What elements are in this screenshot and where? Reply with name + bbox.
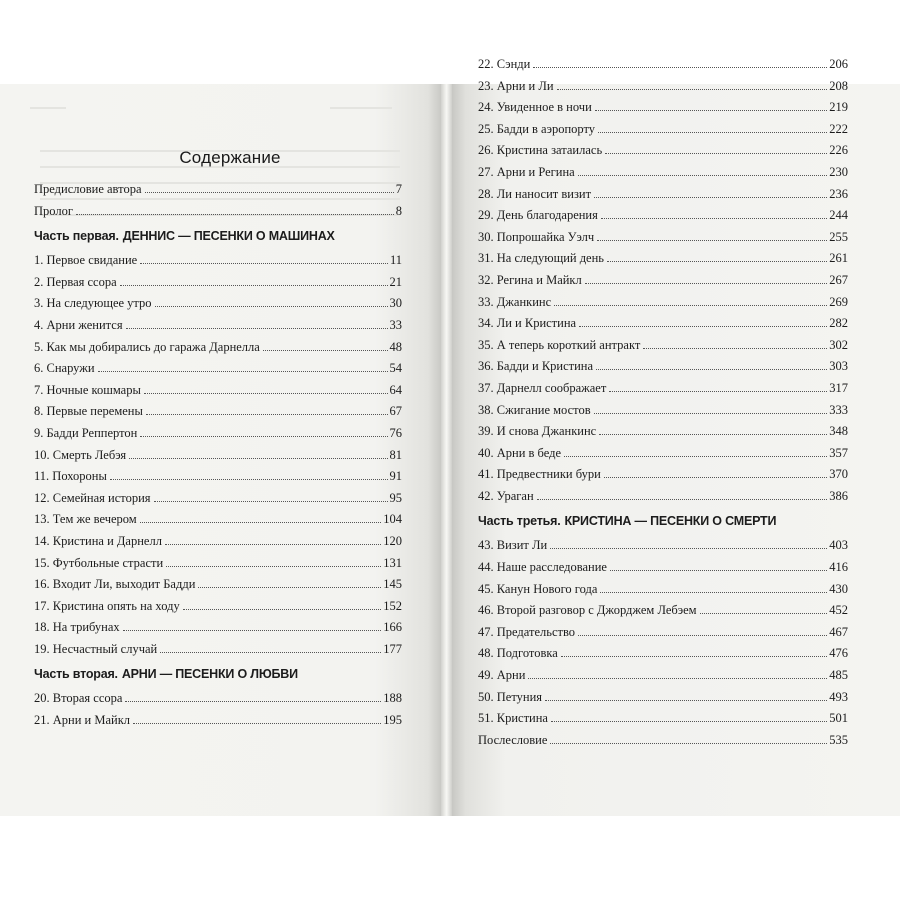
- entry-title: 20. Вторая ссора: [34, 691, 123, 706]
- dot-leader: [596, 353, 827, 370]
- dot-leader: [578, 619, 827, 636]
- entry-page: 67: [389, 404, 402, 419]
- entry-page: 81: [389, 447, 402, 462]
- entry-title: 35. А теперь короткий антракт: [478, 337, 641, 352]
- entry-page: 206: [829, 57, 848, 71]
- toc-entry: [34, 442, 402, 464]
- toc-entry: [34, 176, 402, 198]
- toc-entry: [478, 597, 848, 619]
- entry-page: 317: [829, 380, 848, 395]
- entry-page: 535: [829, 732, 848, 747]
- entry-page: 104: [383, 512, 402, 527]
- entry-page: 7: [395, 182, 402, 196]
- entry-page: 476: [829, 646, 848, 661]
- toc-entry: [478, 332, 848, 354]
- dot-leader: [528, 662, 827, 679]
- entry-page: 282: [829, 316, 848, 331]
- entry-title: 22. Сэнди: [478, 57, 531, 71]
- toc-entry: [478, 116, 848, 138]
- entry-title: 7. Ночные кошмары: [34, 382, 141, 397]
- dot-leader: [561, 640, 827, 657]
- entry-title: 24. Увиденное в ночи: [478, 100, 592, 115]
- toc-entry: [478, 483, 848, 505]
- entry-title: Послесловие: [478, 732, 548, 747]
- entry-title: 4. Арни женится: [34, 317, 123, 332]
- dot-leader: [599, 418, 827, 435]
- toc-entry: [478, 137, 848, 159]
- entry-page: 222: [829, 121, 848, 136]
- entry-title: 47. Предательство: [478, 624, 576, 639]
- toc-entry: [478, 353, 848, 375]
- toc-entry: [34, 463, 402, 485]
- dot-leader: [597, 224, 827, 241]
- entry-page: 452: [829, 603, 848, 618]
- book-gutter: [441, 84, 452, 816]
- entry-title: 50. Петуния: [478, 689, 543, 704]
- entry-page: 8: [395, 203, 402, 218]
- entry-page: 219: [829, 100, 848, 115]
- toc-entry: [34, 614, 402, 636]
- dot-leader: [585, 267, 828, 284]
- toc-entry: [34, 636, 402, 658]
- entry-page: 501: [829, 711, 848, 726]
- toc-right-column: [478, 51, 848, 748]
- entry-title: 1. Первое свидание: [34, 253, 138, 268]
- entry-title: 14. Кристина и Дарнелл: [34, 533, 162, 548]
- dot-leader: [110, 463, 388, 480]
- entry-title: 23. Арни и Ли: [478, 78, 554, 93]
- entry-page: 120: [383, 533, 402, 548]
- dot-leader: [125, 685, 381, 702]
- entry-title: 41. Предвестники бури: [478, 467, 601, 482]
- entry-title: 13. Тем же вечером: [34, 512, 137, 527]
- entry-title: 6. Снаружи: [34, 361, 95, 376]
- entry-title: 8. Первые перемены: [34, 404, 143, 419]
- entry-page: 302: [829, 337, 848, 352]
- dot-leader: [594, 397, 828, 414]
- part-name: АРНИ — ПЕСЕНКИ О ЛЮБВИ: [121, 667, 298, 682]
- toc-entry: [478, 727, 848, 749]
- entry-page: 54: [389, 361, 402, 376]
- toc-entry: [34, 571, 402, 593]
- entry-title: Пролог: [34, 203, 73, 218]
- dot-leader: [564, 440, 827, 457]
- dot-leader: [160, 636, 381, 653]
- entry-title: 49. Арни: [478, 668, 526, 683]
- toc-entry: [34, 377, 402, 399]
- toc-entry: [34, 528, 402, 550]
- entry-page: 416: [829, 560, 848, 575]
- dot-leader: [594, 181, 827, 198]
- entry-page: 11: [389, 253, 402, 268]
- entry-page: 348: [829, 424, 848, 439]
- dot-leader: [98, 355, 388, 372]
- dot-leader: [551, 705, 827, 722]
- toc-entry: [34, 269, 402, 291]
- entry-title: 17. Кристина опять на ходу: [34, 598, 180, 613]
- entry-page: 195: [383, 713, 402, 728]
- part-name: ДЕННИС — ПЕСЕНКИ О МАШИНАХ: [122, 229, 335, 244]
- part-prefix: Часть третья.: [478, 514, 561, 529]
- entry-page: 21: [389, 274, 402, 289]
- toc-entry: [478, 375, 848, 397]
- dot-leader: [605, 137, 827, 154]
- entry-title: Предисловие автора: [34, 182, 142, 196]
- entry-title: 3. На следующее утро: [34, 296, 152, 311]
- part-prefix: Часть вторая.: [34, 667, 118, 682]
- entry-title: 48. Подготовка: [478, 646, 558, 661]
- entry-title: 18. На трибунах: [34, 620, 120, 635]
- entry-page: 145: [383, 577, 402, 592]
- toc-entry: [478, 576, 848, 598]
- entry-page: 208: [829, 78, 848, 93]
- part-name: КРИСТИНА — ПЕСЕНКИ О СМЕРТИ: [564, 514, 777, 529]
- entry-title: 45. Канун Нового года: [478, 581, 598, 596]
- toc-entry: [478, 397, 848, 419]
- toc-entry: [478, 289, 848, 311]
- entry-page: 357: [829, 445, 848, 460]
- toc-entry: [34, 593, 402, 615]
- dot-leader: [154, 485, 388, 502]
- entry-title: 11. Похороны: [34, 469, 107, 484]
- toc-entry: [34, 247, 402, 269]
- entry-page: 303: [829, 359, 848, 374]
- toc-entry: [478, 461, 848, 483]
- entry-page: 269: [829, 294, 848, 309]
- entry-page: 95: [389, 490, 402, 505]
- dot-leader: [610, 554, 827, 571]
- entry-page: 230: [829, 164, 848, 179]
- toc-entry: [478, 705, 848, 727]
- toc-entry: [478, 51, 848, 73]
- entry-title: 36. Бадди и Кристина: [478, 359, 594, 374]
- toc-entry: [34, 312, 402, 334]
- entry-page: 244: [829, 208, 848, 223]
- entry-title: 21. Арни и Майкл: [34, 713, 131, 728]
- toc-entry: [34, 420, 402, 442]
- entry-title: 40. Арни в беде: [478, 445, 562, 460]
- entry-title: 5. Как мы добирались до гаража Дарнелла: [34, 339, 260, 354]
- entry-title: 26. Кристина затаилась: [478, 143, 603, 158]
- entry-page: 467: [829, 624, 848, 639]
- entry-title: 37. Дарнелл соображает: [478, 380, 607, 395]
- dot-leader: [537, 483, 828, 500]
- dot-leader: [579, 310, 827, 327]
- entry-title: 32. Регина и Майкл: [478, 272, 582, 287]
- dot-leader: [550, 727, 827, 744]
- toc-entry: [34, 485, 402, 507]
- toc-entry: [34, 290, 402, 312]
- toc-entry: [34, 398, 402, 420]
- entry-page: 403: [829, 538, 848, 553]
- dot-leader: [545, 684, 827, 701]
- entry-page: 33: [389, 317, 402, 332]
- toc-entry: [34, 198, 402, 220]
- entry-page: 430: [829, 581, 848, 596]
- toc-entry: [478, 224, 848, 246]
- toc-entry: [34, 685, 402, 707]
- dot-leader: [550, 532, 827, 549]
- dot-leader: [183, 593, 382, 610]
- entry-page: 485: [829, 668, 848, 683]
- entry-page: 166: [383, 620, 402, 635]
- toc-entry: [478, 684, 848, 706]
- entry-page: 30: [389, 296, 402, 311]
- toc-entry: [478, 619, 848, 641]
- dot-leader: [643, 332, 827, 349]
- toc-entry: [34, 355, 402, 377]
- toc-entry: [478, 181, 848, 203]
- toc-entry: [478, 245, 848, 267]
- dot-leader: [600, 576, 827, 593]
- dot-leader: [604, 461, 827, 478]
- dot-leader: [126, 312, 388, 329]
- toc-entry: [478, 532, 848, 554]
- dot-leader: [609, 375, 827, 392]
- entry-title: 25. Бадди в аэропорту: [478, 121, 596, 136]
- dot-leader: [140, 506, 382, 523]
- dot-leader: [533, 51, 827, 68]
- entry-page: 370: [829, 467, 848, 482]
- dot-leader: [165, 528, 381, 545]
- dot-leader: [146, 398, 388, 415]
- dot-leader: [607, 245, 827, 262]
- ghost-print: [30, 107, 66, 109]
- entry-page: 76: [389, 425, 402, 440]
- entry-page: 48: [389, 339, 402, 354]
- entry-page: 188: [383, 691, 402, 706]
- entry-title: 9. Бадди Реппертон: [34, 425, 138, 440]
- entry-page: 64: [389, 382, 402, 397]
- entry-page: 131: [383, 555, 402, 570]
- dot-leader: [140, 247, 388, 264]
- page-title: Содержание: [179, 148, 281, 167]
- entry-title: 33. Джанкинс: [478, 294, 552, 309]
- toc-entry: [478, 554, 848, 576]
- dot-leader: [140, 420, 387, 437]
- dot-leader: [198, 571, 381, 588]
- dot-leader: [144, 377, 388, 394]
- dot-leader: [554, 289, 827, 306]
- dot-leader: [120, 269, 388, 286]
- dot-leader: [557, 73, 828, 90]
- dot-leader: [133, 707, 381, 724]
- entry-page: 226: [829, 143, 848, 158]
- entry-page: 261: [829, 251, 848, 266]
- entry-page: 177: [383, 641, 402, 656]
- entry-title: 46. Второй разговор с Джорджем Лебэем: [478, 603, 697, 618]
- entry-title: 10. Смерть Лебэя: [34, 447, 127, 462]
- entry-page: 152: [383, 598, 402, 613]
- toc-entry: [478, 73, 848, 95]
- entry-page: 386: [829, 488, 848, 503]
- part-prefix: Часть первая.: [34, 229, 119, 244]
- dot-leader: [129, 442, 387, 459]
- entry-title: 38. Сжигание мостов: [478, 402, 591, 417]
- entry-title: 15. Футбольные страсти: [34, 555, 164, 570]
- entry-title: 12. Семейная история: [34, 490, 151, 505]
- entry-title: 42. Ураган: [478, 488, 534, 503]
- entry-title: 2. Первая ссора: [34, 274, 117, 289]
- toc-entry: [478, 662, 848, 684]
- toc-entry: [34, 506, 402, 528]
- dot-leader: [578, 159, 828, 176]
- entry-title: 16. Входит Ли, выходит Бадди: [34, 577, 196, 592]
- toc-entry: [478, 310, 848, 332]
- part-heading: [478, 510, 848, 532]
- part-heading: [34, 225, 402, 247]
- toc-entry: [34, 334, 402, 356]
- entry-title: 29. День благодарения: [478, 208, 598, 223]
- entry-page: 255: [829, 229, 848, 244]
- toc-entry: [478, 94, 848, 116]
- entry-title: 30. Попрошайка Уэлч: [478, 229, 595, 244]
- toc-entry: [34, 550, 402, 572]
- toc-entry: [478, 202, 848, 224]
- dot-leader: [155, 290, 388, 307]
- entry-title: 19. Несчастный случай: [34, 641, 158, 656]
- entry-page: 236: [829, 186, 848, 201]
- dot-leader: [598, 116, 827, 133]
- part-heading: [34, 663, 402, 685]
- toc-entry: [478, 440, 848, 462]
- dot-leader: [76, 198, 394, 215]
- dot-leader: [145, 176, 394, 193]
- toc-entry: [478, 418, 848, 440]
- dot-leader: [595, 94, 827, 111]
- toc-entry: [478, 640, 848, 662]
- entry-title: 39. И снова Джанкинс: [478, 424, 597, 439]
- entry-page: 267: [829, 272, 848, 287]
- ghost-print: [330, 107, 392, 109]
- toc-entry: [478, 267, 848, 289]
- toc-left-column: [34, 176, 402, 729]
- dot-leader: [263, 334, 388, 351]
- dot-leader: [166, 550, 381, 567]
- entry-title: 51. Кристина: [478, 711, 548, 726]
- entry-title: 43. Визит Ли: [478, 538, 548, 553]
- entry-title: 31. На следующий день: [478, 251, 604, 266]
- entry-title: 34. Ли и Кристина: [478, 316, 577, 331]
- entry-page: 493: [829, 689, 848, 704]
- entry-page: 333: [829, 402, 848, 417]
- entry-title: 28. Ли наносит визит: [478, 186, 592, 201]
- entry-title: 27. Арни и Регина: [478, 164, 575, 179]
- dot-leader: [123, 614, 382, 631]
- toc-entry: [478, 159, 848, 181]
- toc-entry: [34, 707, 402, 729]
- dot-leader: [700, 597, 828, 614]
- entry-title: 44. Наше расследование: [478, 560, 607, 575]
- dot-leader: [601, 202, 827, 219]
- entry-page: 91: [389, 469, 402, 484]
